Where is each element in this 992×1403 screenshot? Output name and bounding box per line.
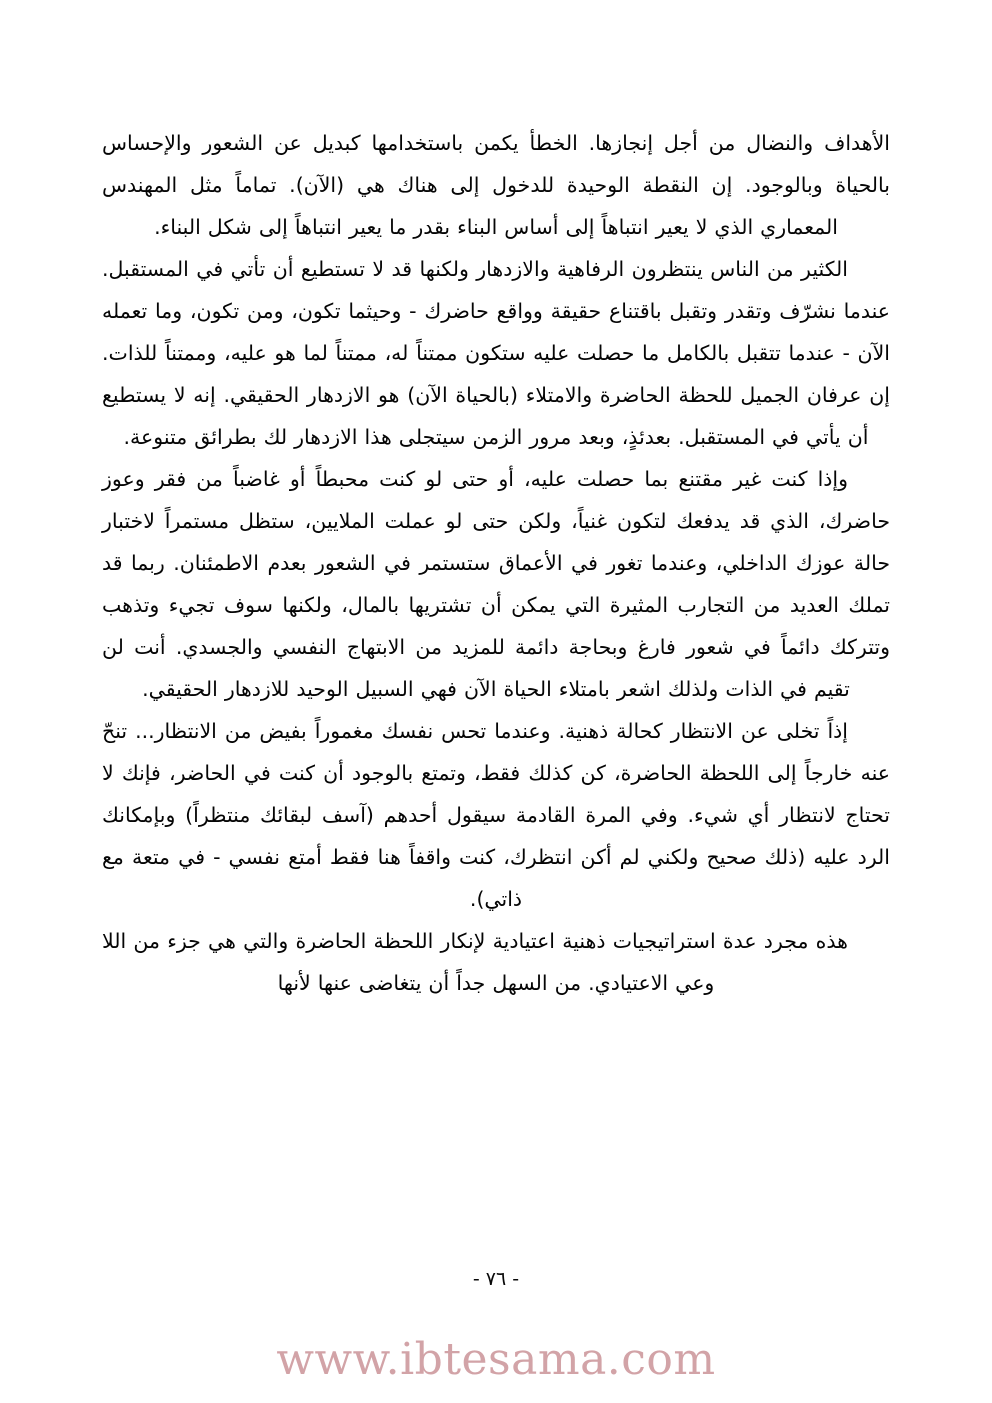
paragraph-2: الكثير من الناس ينتظرون الرفاهية والازدهار ولكنها قد لا تستطيع أن تأتي في المستقبل. عندما نشرّف وتقدر وتقبل باقتناع حقيقة وواقع حاضرك - وحيثما تكون، ومن تكون، وما تعمله الآن - عندما تتقبل بالكامل ما حصلت عليه ستكون ممتناً له، ممتناً لما هو عليه، وممتناً للذات. إن عرفان الجميل للحظة الحاضرة والامتلاء (بالحياة الآن) هو الازدهار الحقيقي. إنه لا يستطيع أن يأتي في المستقبل. بعدئذٍ، وبعد مرور الزمن سيتجلى هذا الازدهار لك بطرائق متنوعة. <box>102 257 890 449</box>
paragraph-3: وإذا كنت غير مقتنع بما حصلت عليه، أو حتى لو كنت محبطاً أو غاضباً من فقر وعوز حاضرك، الذي قد يدفعك لتكون غنياً، ولكن حتى لو عملت الملايين، ستظل مستمراً لاختبار حالة عوزك الداخلي، وعندما تغور في الأعماق ستستمر في الشعور بعدم الاطمئنان. ربما قد تملك العديد من التجارب المثيرة التي يمكن أن تشتريها بالمال، ولكنها سوف تجيء وتذهب وتتركك دائماً في شعور فارغ وبحاجة دائمة للمزيد من الابتهاج النفسي والجسدي. أنت لن تقيم في الذات ولذلك اشعر بامتلاء الحياة الآن فهي السبيل الوحيد للازدهار الحقيقي. <box>102 467 890 701</box>
page-number: - ٧٦ - <box>472 1268 520 1290</box>
site-watermark: www.ibtesama.com <box>276 1334 716 1385</box>
page-text-body <box>102 122 890 1004</box>
paragraph-1: الأهداف والنضال من أجل إنجازها. الخطأ يكمن باستخدامها كبديل عن الشعور والإحساس بالحياة وبالوجود. إن النقطة الوحيدة للدخول إلى هناك هي (الآن). تماماً مثل المهندس المعماري الذي لا يعير انتباهاً إلى أساس البناء بقدر ما يعير انتباهاً إلى شكل البناء. <box>102 131 890 239</box>
paragraph-4: إذاً تخلى عن الانتظار كحالة ذهنية. وعندما تحس نفسك مغموراً بفيض من الانتظار... تنحّ عنه خارجاً إلى اللحظة الحاضرة، كن كذلك فقط، وتمتع بالوجود أن كنت في الحاضر، فإنك لا تحتاج لانتظار أي شيء. وفي المرة القادمة سيقول أحدهم (آسف لبقائك منتظراً) وبإمكانك الرد عليه (ذلك صحيح ولكني لم أكن انتظرك، كنت واقفاً هنا فقط أمتع نفسي - في متعة مع ذاتي). <box>102 719 890 911</box>
paragraph-5: هذه مجرد عدة استراتيجيات ذهنية اعتيادية لإنكار اللحظة الحاضرة والتي هي جزء من اللا وعي الاعتيادي. من السهل جداً أن يتغاضى عنها لأنها <box>102 929 848 995</box>
